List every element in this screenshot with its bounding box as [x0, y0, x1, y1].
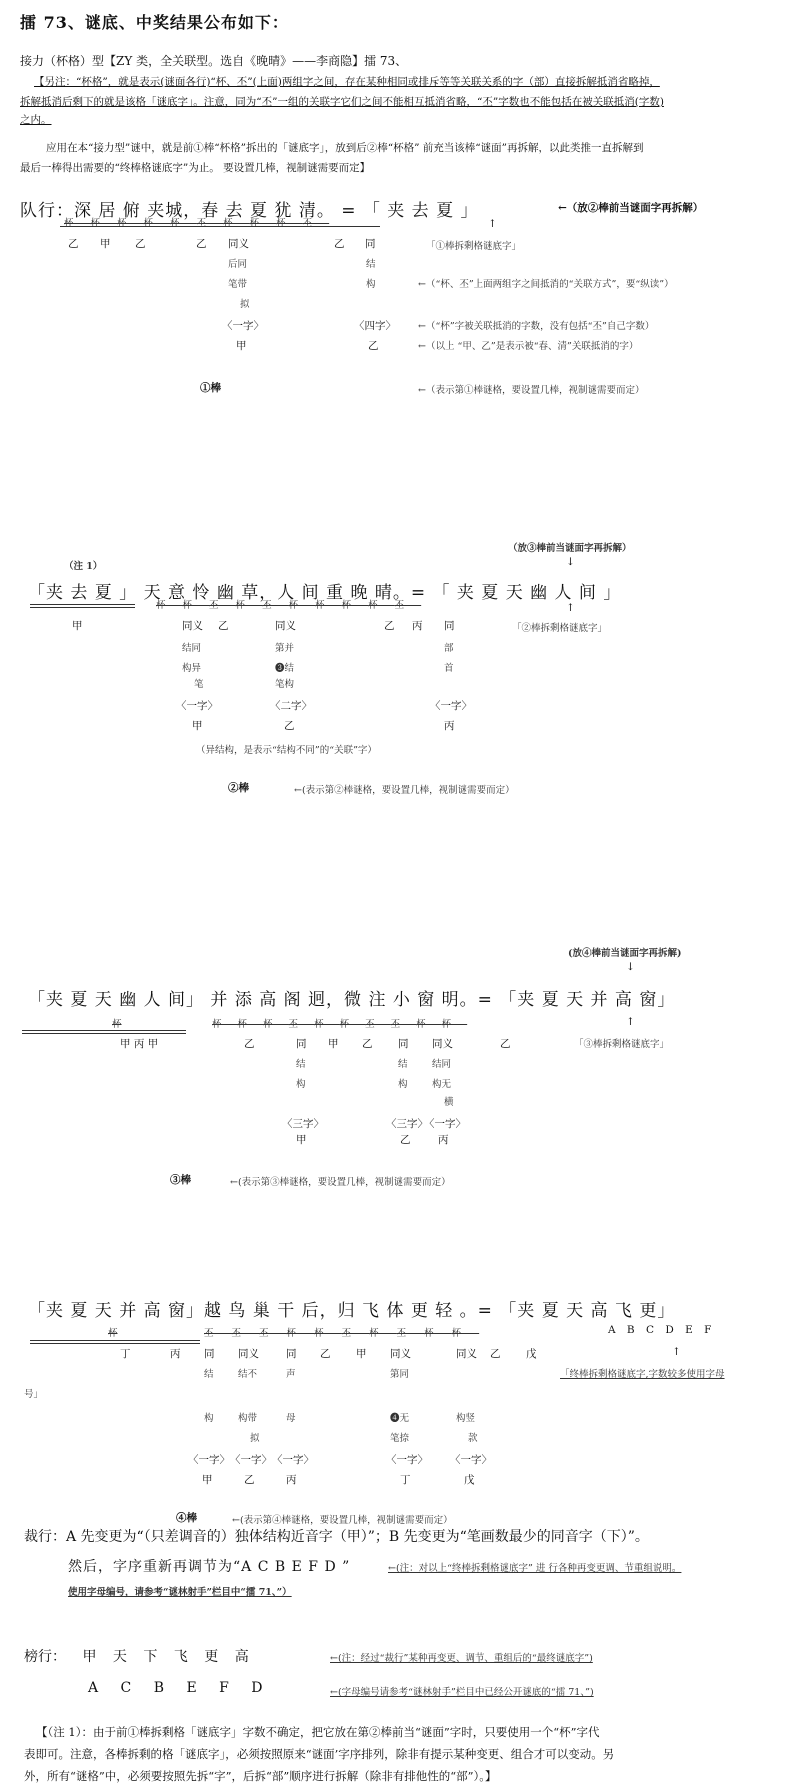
b1-r1: 乙: [196, 238, 207, 250]
b4-r1: 戊: [526, 1348, 537, 1360]
b1-r1: 甲: [100, 238, 111, 250]
b3-c3: 横: [444, 1097, 454, 1108]
b4-letters: A B C D E F: [608, 1324, 712, 1336]
b3-count: 〈一字〉: [424, 1118, 466, 1130]
b1-count-val: 甲: [236, 340, 247, 352]
b2-mark: 杯: [156, 600, 183, 611]
b4-lead: 「夹 夏 天 并 高 窗」越 鸟 巢 干 后，归 飞 体 更 轻 。= 「夹 夏 天 高 飞 更」: [28, 1301, 676, 1321]
b1-mark: 杯: [117, 218, 144, 229]
b4-r1: 丁: [120, 1348, 131, 1360]
footnote-line-1: 【（注 1）：由于前①棒拆剩格「谜底字」字数不确定，把它放在第②棒前当“谜面”字时，只要使用一个“杯”字代: [36, 1725, 600, 1739]
b3-count-val: 丙: [438, 1134, 449, 1146]
b1-r1: 同义: [228, 238, 249, 250]
b3-r1: 乙: [362, 1038, 373, 1050]
b3-down-arrow: ↓: [626, 961, 635, 973]
b4-count: 〈一字〉: [386, 1454, 428, 1466]
b4-count: 〈一字〉: [272, 1454, 314, 1466]
b1-mark: 杯: [143, 218, 171, 229]
b3-r1: 甲: [328, 1038, 339, 1050]
b3-c1: 结: [296, 1059, 306, 1070]
b4-r1: 丙: [170, 1348, 181, 1360]
b1-marks: [64, 215, 329, 229]
b2-top: （放③棒前当谜面字再拆解）: [508, 543, 632, 554]
b4-marks: [204, 1325, 479, 1339]
b4-rod-note: ←(表示第④棒谜格，要设置几棒，视制谜需要而定）: [232, 1515, 453, 1526]
b1-c9: 结: [366, 259, 376, 270]
b2-rod: ②棒: [228, 782, 249, 794]
b4-c3: 母: [286, 1413, 296, 1424]
b3-count: 〈三字〉: [282, 1118, 324, 1130]
b2-c2: 第并: [275, 643, 295, 654]
b3-sub: 「③棒拆剩格谜底字」: [574, 1039, 670, 1050]
b4-c5: 款: [468, 1433, 478, 1444]
b3-c1: 构: [296, 1079, 306, 1090]
caixing-line-3: 使用字母编号，请参考“谜林射手”栏目中“擂 71、”）: [68, 1587, 292, 1598]
b3-mark: 杯: [212, 1019, 238, 1030]
b4-c1: 构: [204, 1413, 214, 1424]
b2-mark: 杯: [182, 600, 210, 611]
b4-r1: 乙: [490, 1348, 501, 1360]
b1-note2: ←（“杯”字被关联抵消的字数，没有包括“丕”自己字数）: [418, 321, 655, 332]
b4-c4: ❹无: [390, 1413, 410, 1424]
b4-mark: 杯: [451, 1328, 480, 1339]
b1-count: 〈一字〉: [222, 320, 264, 332]
b2-count: 〈二字〉: [270, 700, 312, 712]
b1-rod: ①棒: [200, 382, 221, 394]
b2-yi-note: （异结构，是表示“结构不同”的“关联”字）: [196, 745, 377, 756]
intro-line-1: 接力（杯格）型【ZY 类，全关联型。选自《晚晴》——李商隐】擂 73、: [20, 54, 408, 68]
b2-c1: 构异: [182, 663, 202, 674]
b2-mark: 杯: [341, 600, 369, 611]
b3-rod-note: ←(表示第③棒谜格，要设置几棒，视制谜需要而定）: [230, 1177, 451, 1188]
b4-count-val: 甲: [202, 1474, 213, 1486]
b3-mark: 丕: [365, 1019, 391, 1030]
b3-lead: 「夹 夏 天 幽 人 间」 并 添 高 阁 迥，微 注 小 窗 明。= 「夹 夏 天 并 高 窗」: [28, 990, 676, 1010]
bang-line-2: A C B E F D: [88, 1680, 263, 1696]
b4-r1: 同义: [238, 1348, 259, 1360]
b2-mark: 丕: [209, 600, 236, 611]
b4-c2: 构带: [238, 1413, 258, 1424]
b2-mark: 杯: [315, 600, 342, 611]
b2-r1: 同义: [275, 620, 296, 632]
b4-count: 〈一字〉: [188, 1454, 230, 1466]
b1-mark: 丕: [196, 218, 224, 229]
b1-c5: 后同: [228, 259, 248, 270]
b3-r1: 乙: [500, 1038, 511, 1050]
b3-r1: 同: [398, 1038, 409, 1050]
b1-r1: 乙: [68, 238, 79, 250]
bang-line-1: 榜行： 甲 天 下 飞 更 高: [24, 1649, 249, 1665]
bang-note-1: ←(注：经过“裁行”某种再变更、调节、重组后的“最终谜底字”): [330, 1653, 593, 1664]
b3-marks: [212, 1016, 467, 1030]
b2-sub: 「②棒拆剩格谜底字」: [512, 623, 608, 634]
b2-c2: 笔构: [275, 679, 295, 690]
b4-sub2: 号」: [24, 1389, 44, 1400]
b1-mark: 杯: [276, 218, 303, 229]
b1-c5: 拟: [240, 299, 250, 310]
b1-rod-note: ←（表示第①棒谜格，要设置几棒，视制谜需要而定）: [418, 385, 645, 396]
caixing-note: ←(注：对以上“终棒拆剩格谜底字” 进 行各种再变更调、节重组说明。: [388, 1563, 682, 1574]
b2-mark: 丕: [262, 600, 289, 611]
b2-r1: 乙: [218, 620, 229, 632]
b2-r1: 同: [444, 620, 455, 632]
b2-c2: ❸结: [275, 663, 295, 674]
intro-line-3: 拆解抵消后剩下的就是该格「谜底字」。注意，同为“丕”一组的关联字它们之间不能相互抵消省略，“丕”字数也不能包括在被关联抵消(字数): [20, 96, 664, 108]
b3-count-val: 乙: [400, 1134, 411, 1146]
b3-c3: 构无: [432, 1079, 452, 1090]
b4-mark: 丕: [396, 1328, 425, 1339]
b4-count-val: 戊: [464, 1474, 475, 1486]
b1-mark: 杯: [64, 218, 91, 229]
b4-r1: 同义: [456, 1348, 477, 1360]
b2-down-arrow: ↓: [566, 556, 575, 568]
b3-mark: 杯: [339, 1019, 366, 1030]
b1-r1: 乙: [334, 238, 345, 250]
intro-line-6: 最后一棒得出需要的“终棒格谜底字”为止。 要设置几棒，视制谜需要而定】: [20, 162, 371, 174]
b4-c4: 第同: [390, 1369, 410, 1380]
b4-mark: 丕: [341, 1328, 370, 1339]
b2-count-val: 乙: [284, 720, 295, 732]
b4-mark: 杯: [369, 1328, 397, 1339]
b2-count-val: 丙: [444, 720, 455, 732]
bang-note-2: ←(字母编号请参考“谜林射手”栏目中已经公开谜底的“擂 71、”): [330, 1687, 594, 1698]
b2-c3: 首: [444, 663, 454, 674]
b3-top: (放④棒前当谜面字再拆解): [568, 948, 682, 959]
b1-mark: 丕: [302, 218, 330, 229]
b2-mark: 杯: [235, 600, 263, 611]
b4-c5: 构竖: [456, 1413, 476, 1424]
b4-r1: 同: [204, 1348, 215, 1360]
b4-count: 〈一字〉: [230, 1454, 272, 1466]
b4-count-val: 丙: [286, 1474, 297, 1486]
b1-mark: 杯: [170, 218, 197, 229]
b1-c9: 构: [366, 279, 376, 290]
b4-count: 〈一字〉: [450, 1454, 492, 1466]
b3-mark-first: 杯: [112, 1019, 122, 1030]
b2-note1: （注 1）: [64, 561, 103, 572]
b3-mark: 杯: [314, 1019, 340, 1030]
b4-mark: 丕: [204, 1328, 232, 1339]
b2-rod-note: ←(表示第②棒谜格，要设置几棒，视制谜需要而定）: [294, 785, 515, 796]
b4-sub: 「终棒拆剩格谜底字,字数较多使用字母: [560, 1369, 725, 1380]
b3-mark: 杯: [237, 1019, 264, 1030]
b1-note1: ←（“杯、丕”上面两组字之间抵消的“关联方式”，要“纵读”）: [418, 279, 674, 290]
b4-mark: 杯: [314, 1328, 342, 1339]
b3-mark: 杯: [416, 1019, 442, 1030]
b3-c2: 构: [398, 1079, 408, 1090]
b1-count-val: 乙: [368, 340, 379, 352]
b2-count: 〈一字〉: [430, 700, 472, 712]
b4-count-val: 乙: [244, 1474, 255, 1486]
intro-line-5: 应用在本“接力型”谜中，就是前①棒“杯格”拆出的「谜底字」，放到后②棒“杯格” 前充当该棒“谜面”再拆解，以此类推一直拆解到: [46, 142, 644, 154]
b4-r1: 同: [286, 1348, 297, 1360]
b4-c2: 结不: [238, 1369, 258, 1380]
b2-c3: 部: [444, 643, 454, 654]
b1-mark: 杯: [249, 218, 277, 229]
b4-rod: ④棒: [176, 1512, 197, 1524]
b2-up-arrow: ↑: [566, 602, 575, 614]
b3-r1: 乙: [244, 1038, 255, 1050]
b2-c1: 笔: [194, 679, 204, 690]
b1-lead: 队行：深 居 俯 夹城，春 去 夏 犹 清。 = 「 夹 去 夏 」: [20, 201, 479, 221]
b2-mark: 杯: [288, 600, 316, 611]
b4-mark: 杯: [424, 1328, 452, 1339]
b2-marks: [156, 597, 421, 611]
b4-count-val: 丁: [400, 1474, 411, 1486]
b1-r1: 同: [365, 238, 376, 250]
b4-up-arrow: ↑: [672, 1346, 681, 1358]
b1-c5: 笔带: [228, 279, 248, 290]
b2-mark: 丕: [394, 600, 422, 611]
b1-mark: 杯: [223, 218, 250, 229]
b3-mark: 杯: [441, 1019, 468, 1030]
b3-rod: ③棒: [170, 1174, 191, 1186]
b3-c3: 结同: [432, 1059, 452, 1070]
b1-up-arrow: ↑: [488, 218, 497, 230]
b4-c4: 笔捺: [390, 1433, 410, 1444]
b4-c3: 声: [286, 1369, 296, 1380]
b1-mark: 杯: [90, 218, 118, 229]
b3-r1: 同: [296, 1038, 307, 1050]
b4-mark: 丕: [231, 1328, 260, 1339]
b1-arrow: ←（放②棒前当谜面字再拆解）: [558, 202, 704, 214]
b4-r1: 甲: [356, 1348, 367, 1360]
footnote-line-3: 外，所有“谜格”中，必须要按照先拆“字”，后拆“部”顺序进行拆解（除非有排他性的“部”）。】: [24, 1769, 497, 1783]
b4-r1: 同义: [390, 1348, 411, 1360]
b4-mark: 丕: [259, 1328, 287, 1339]
page-title: 擂 73、谜底、中奖结果公布如下：: [20, 13, 289, 32]
b4-c2: 拟: [250, 1433, 260, 1444]
footnote-line-2: 表即可。注意，各棒拆剩的格「谜底字」，必须按照原来“谜面’字序排列，除非有提示某种变更、组合才可以变动。另: [24, 1747, 615, 1761]
b3-mark: 杯: [263, 1019, 289, 1030]
b2-c1: 结同: [182, 643, 202, 654]
intro-line-2: 【另注：“杯格”，就是表示(谜面各行)“杯、丕”(上面)两组字之间，存在某种相同或排斥等等关联关系的字（部）直接拆解抵消省略掉，: [34, 76, 660, 88]
b2-lead: 「夹 去 夏 」 天 意 怜 幽 草，人 间 重 晚 晴。= 「 夹 夏 天 幽 人 间 」: [28, 583, 622, 603]
b3-c2: 结: [398, 1059, 408, 1070]
b3-count: 〈三字〉: [386, 1118, 428, 1130]
b3-mark: 丕: [288, 1019, 315, 1030]
b2-r1: 同义: [182, 620, 203, 632]
b2-mark: 杯: [368, 600, 395, 611]
b3-up-arrow: ↑: [626, 1016, 635, 1028]
b4-r1: 乙: [320, 1348, 331, 1360]
b3-mark: 丕: [390, 1019, 417, 1030]
b3-r1: 甲 丙 甲: [120, 1038, 159, 1050]
b2-r1: 丙: [412, 620, 423, 632]
caixing-line-2: 然后，字序重新再调节为“A C B E F D ”: [68, 1559, 351, 1575]
b1-sub: 「①棒拆剩格谜底字」: [426, 241, 522, 252]
b1-note3: ←（以上 “甲、乙”是表示被“春、清”关联抵消的字）: [418, 341, 639, 352]
b3-count-val: 甲: [296, 1134, 307, 1146]
caixing-line-1: 裁行：A 先变更为“（只差调音的）独体结构近音字（甲）”；B 先变更为“笔画数最少的同音字（下）”。: [24, 1529, 649, 1545]
b4-mark: 杯: [286, 1328, 315, 1339]
b3-r1: 同义: [432, 1038, 453, 1050]
b4-c1: 结: [204, 1369, 214, 1380]
b2-r1: 乙: [384, 620, 395, 632]
b2-count-val: 甲: [192, 720, 203, 732]
b1-count: 〈四字〉: [354, 320, 396, 332]
b2-r1: 甲: [72, 620, 83, 632]
intro-line-4: 之内。: [20, 114, 52, 126]
b4-mark-first: 杯: [108, 1328, 118, 1339]
b1-r1: 乙: [135, 238, 146, 250]
b2-count: 〈一字〉: [176, 700, 218, 712]
